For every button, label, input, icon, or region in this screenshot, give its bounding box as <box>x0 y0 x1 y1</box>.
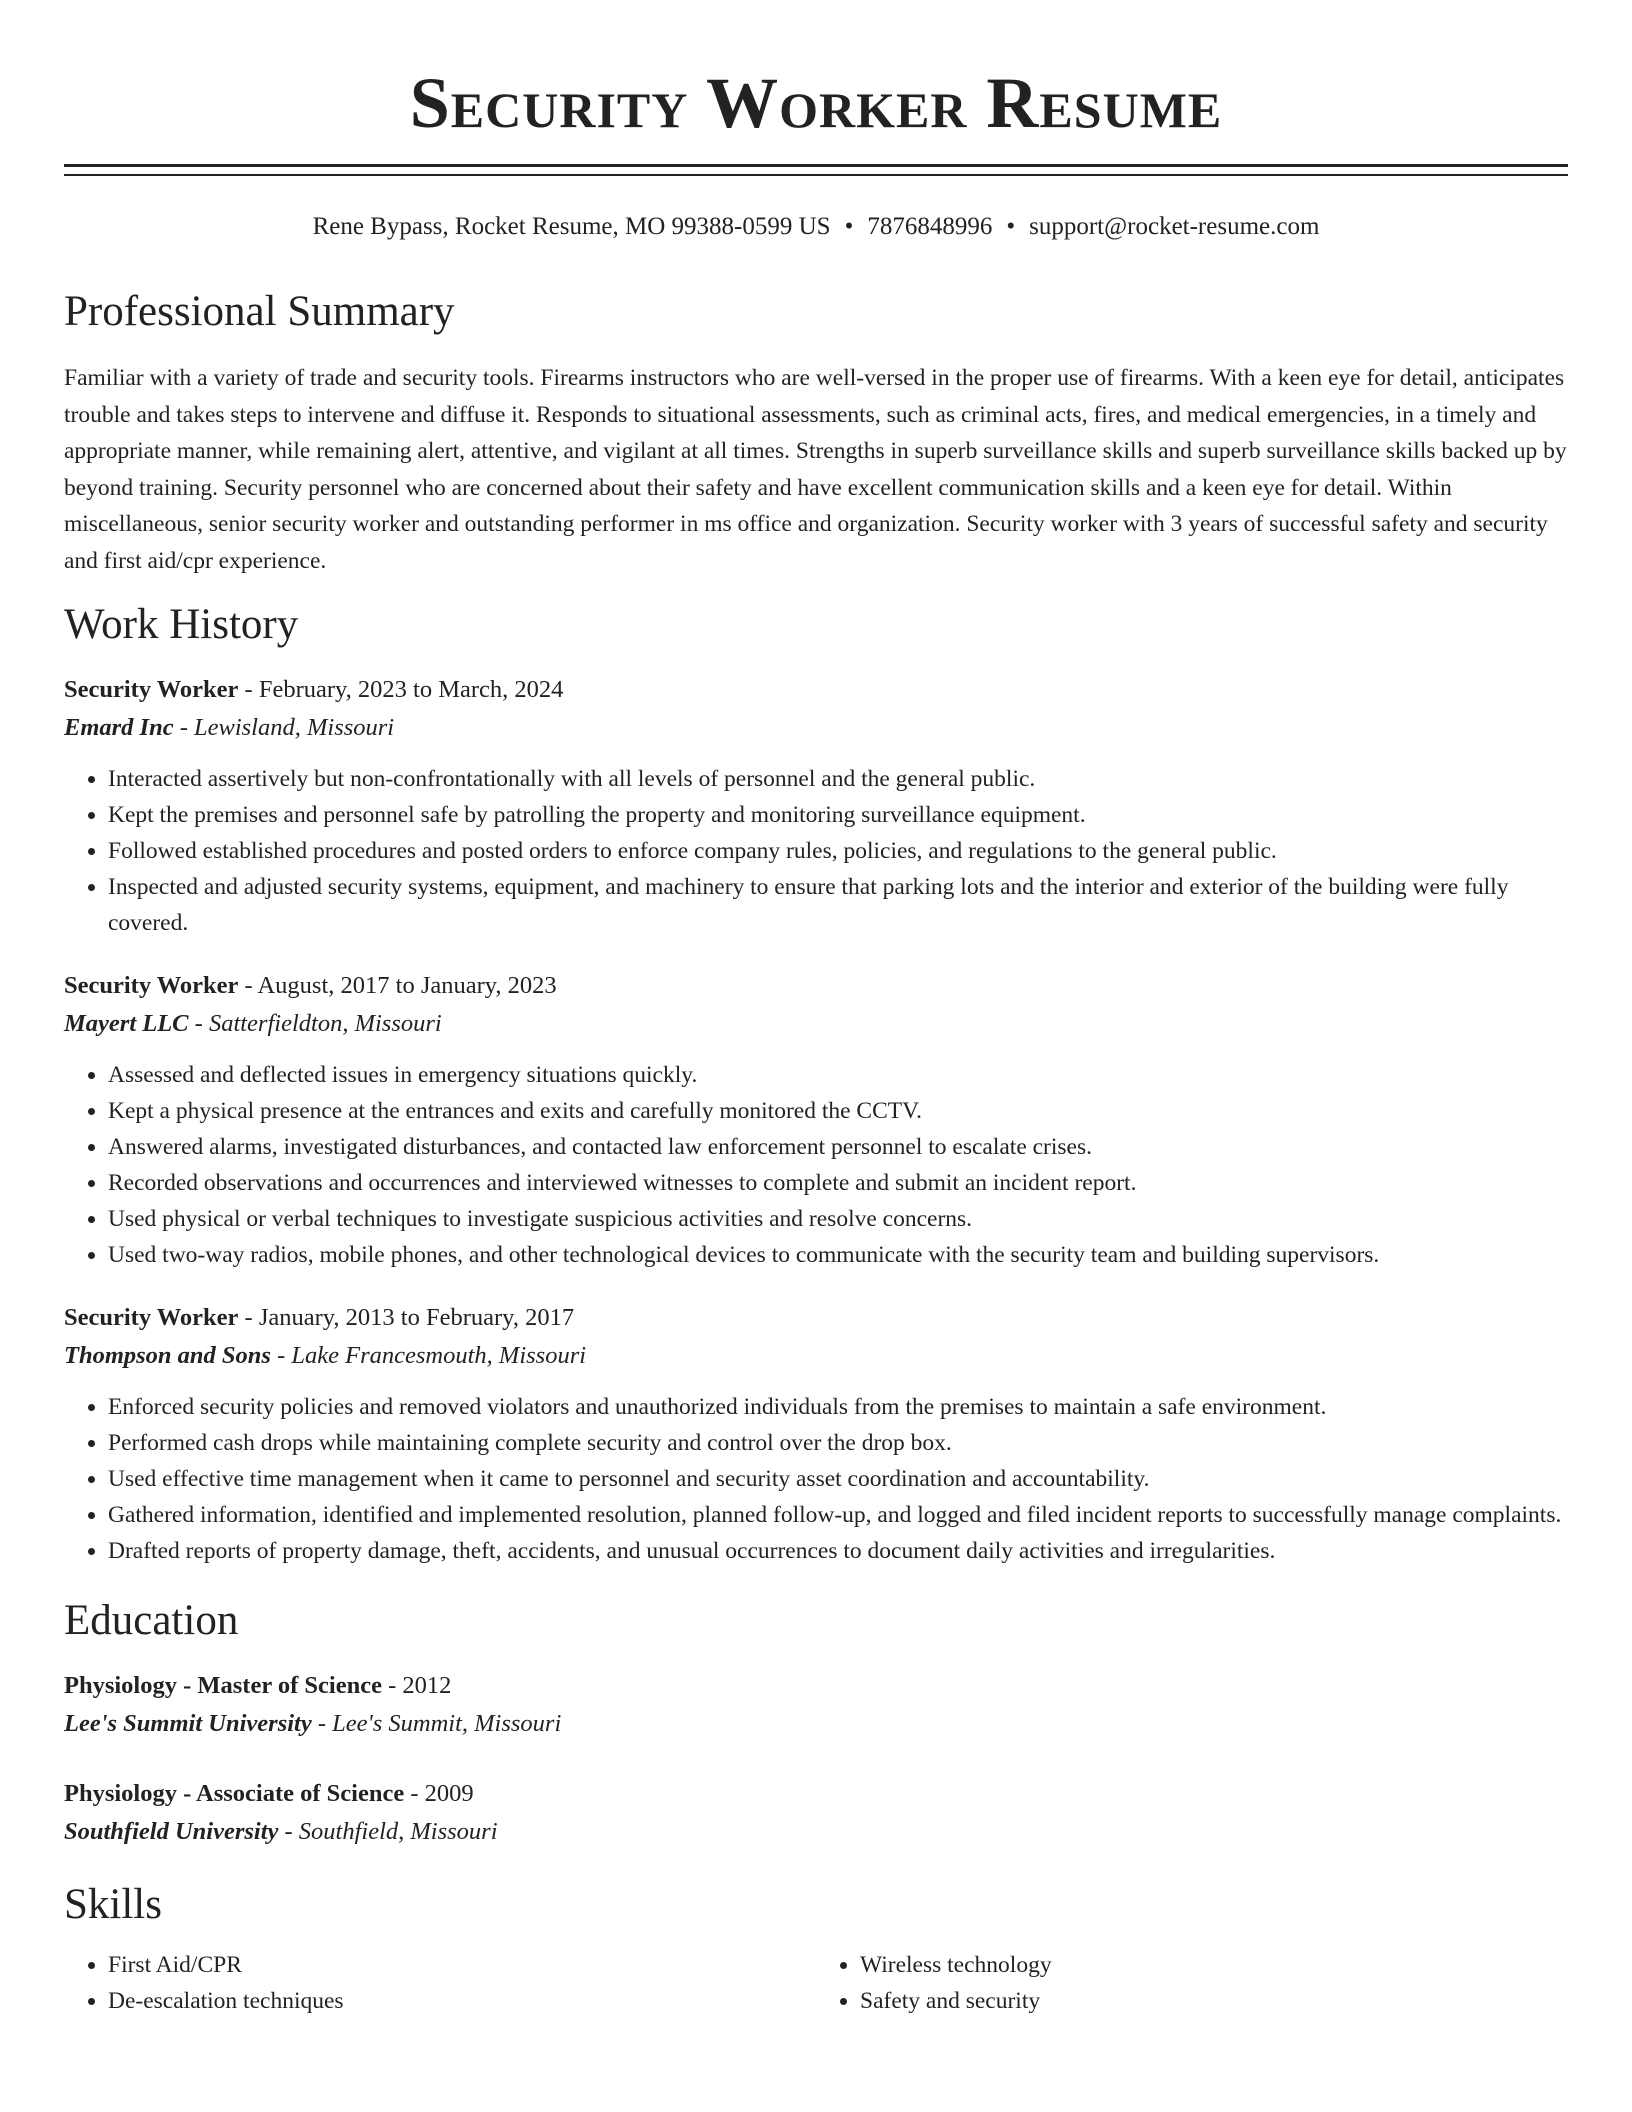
job-company-line <box>64 1005 1568 1043</box>
degree: Physiology - Associate of Science <box>64 1780 405 1807</box>
job-title: Security Worker <box>64 676 239 703</box>
job-dates: - August, 2017 to January, 2023 <box>238 972 557 999</box>
job-title: Security Worker <box>64 972 239 999</box>
skills-list-left <box>64 1947 816 2019</box>
job-duties-list <box>64 1389 1568 1569</box>
skills-grid <box>64 1947 1568 2019</box>
job-company: Thompson and Sons <box>64 1342 271 1369</box>
education-entry <box>64 1775 1568 1851</box>
job-title-line <box>64 967 1568 1005</box>
job-location: - Lewisland, Missouri <box>173 714 395 741</box>
resume-title: Security Worker Resume <box>409 63 1223 143</box>
school-line <box>64 1813 1568 1851</box>
degree-year: - 2012 <box>382 1672 452 1699</box>
school-location: - Lee's Summit, Missouri <box>311 1710 562 1737</box>
school-name: Lee's Summit University <box>64 1710 312 1737</box>
job-title: Security Worker <box>64 1304 239 1331</box>
summary-text: Familiar with a variety of trade and security tools. Firearms instructors who are well-versed in the proper use of firearms. With a keen eye for detail, anticipates trouble and takes steps to intervene and diffuse it. Responds to situational assessments, such as criminal acts, fires, and medical emergencies, in a timely and appropriate manner, while remaining alert, attentive, and vigilant at all times. Strengths in superb surveillance skills and superb surveillance skills backed up by beyond training. Security personnel who are concerned about their safety and have excellent communication skills and a keen eye for detail. Within miscellaneous, senior security worker and outstanding performer in ms office and organization. Security worker with 3 years of successful safety and security and first aid/cpr experience. <box>64 365 1567 574</box>
job-entry <box>64 671 1568 941</box>
list-item: • Inspected and adjusted security systems, equipment, and machinery to ensure that parking lots and the interior and exterior of the building were fully covered. <box>108 869 1568 941</box>
list-item: • Kept the premises and personnel safe by patrolling the property and monitoring surveillance equipment. <box>108 797 1568 833</box>
list-item: • Followed established procedures and posted orders to enforce company rules, policies, and regulations to the general public. <box>108 833 1568 869</box>
job-company-line <box>64 709 1568 747</box>
contact-separator: • <box>1006 213 1016 240</box>
education-entry <box>64 1667 1568 1743</box>
list-item: • Performed cash drops while maintaining complete security and control over the drop box. <box>108 1425 1568 1461</box>
job-company: Emard Inc <box>64 714 174 741</box>
skills-heading: Skills <box>64 1881 162 1928</box>
job-entry <box>64 967 1568 1273</box>
contact-line <box>64 210 1568 244</box>
title-divider-thin <box>64 174 1568 176</box>
job-entry <box>64 1299 1568 1569</box>
list-item: • Assessed and deflected issues in emergency situations quickly. <box>108 1057 1568 1093</box>
summary-heading: Professional Summary <box>64 288 455 335</box>
skill-item: • De-escalation techniques <box>108 1983 816 2019</box>
list-item: • Used effective time management when it came to personnel and security asset coordination and accountability. <box>108 1461 1568 1497</box>
contact-phone: 7876848996 <box>867 213 993 240</box>
contact-email: support@rocket-resume.com <box>1029 213 1320 240</box>
skill-item: • First Aid/CPR <box>108 1947 816 1983</box>
contact-separator: • <box>844 213 854 240</box>
degree: Physiology - Master of Science <box>64 1672 382 1699</box>
job-duties-list <box>64 761 1568 941</box>
skills-list-right <box>816 1947 1568 2019</box>
job-title-line <box>64 1299 1568 1337</box>
title-divider-thick <box>64 164 1568 167</box>
education-section <box>64 1593 1568 1851</box>
degree-year: - 2009 <box>404 1780 474 1807</box>
work-history-section <box>64 597 1568 1569</box>
school-line <box>64 1705 1568 1743</box>
skill-item: • Wireless technology <box>860 1947 1568 1983</box>
degree-line <box>64 1775 1568 1813</box>
contact-address: Rene Bypass, Rocket Resume, MO 99388-0599 US <box>312 213 831 240</box>
job-company-line <box>64 1337 1568 1375</box>
list-item: • Kept a physical presence at the entrances and exits and carefully monitored the CCTV. <box>108 1093 1568 1129</box>
list-item: • Enforced security policies and removed violators and unauthorized individuals from the premises to maintain a safe environment. <box>108 1389 1568 1425</box>
job-company: Mayert LLC <box>64 1010 189 1037</box>
summary-section <box>64 284 1568 579</box>
list-item: • Used two-way radios, mobile phones, and other technological devices to communicate with the security team and building supervisors. <box>108 1237 1568 1273</box>
school-location: - Southfield, Missouri <box>278 1818 498 1845</box>
skills-section <box>64 1877 1568 2019</box>
job-duties-list <box>64 1057 1568 1273</box>
degree-line <box>64 1667 1568 1705</box>
job-dates: - January, 2013 to February, 2017 <box>238 1304 575 1331</box>
list-item: • Used physical or verbal techniques to investigate suspicious activities and resolve concerns. <box>108 1201 1568 1237</box>
job-location: - Lake Francesmouth, Missouri <box>270 1342 587 1369</box>
skill-item: • Safety and security <box>860 1983 1568 2019</box>
list-item: • Interacted assertively but non-confrontationally with all levels of personnel and the general public. <box>108 761 1568 797</box>
list-item: • Recorded observations and occurrences and interviewed witnesses to complete and submit an incident report. <box>108 1165 1568 1201</box>
school-name: Southfield University <box>64 1818 279 1845</box>
job-location: - Satterfieldton, Missouri <box>188 1010 442 1037</box>
job-title-line <box>64 671 1568 709</box>
list-item: • Drafted reports of property damage, theft, accidents, and unusual occurrences to document daily activities and irregularities. <box>108 1533 1568 1569</box>
job-dates: - February, 2023 to March, 2024 <box>238 676 564 703</box>
list-item: • Answered alarms, investigated disturbances, and contacted law enforcement personnel to escalate crises. <box>108 1129 1568 1165</box>
work-history-heading: Work History <box>64 601 299 648</box>
education-heading: Education <box>64 1597 239 1644</box>
list-item: • Gathered information, identified and implemented resolution, planned follow-up, and logged and filed incident reports to successfully manage complaints. <box>108 1497 1568 1533</box>
